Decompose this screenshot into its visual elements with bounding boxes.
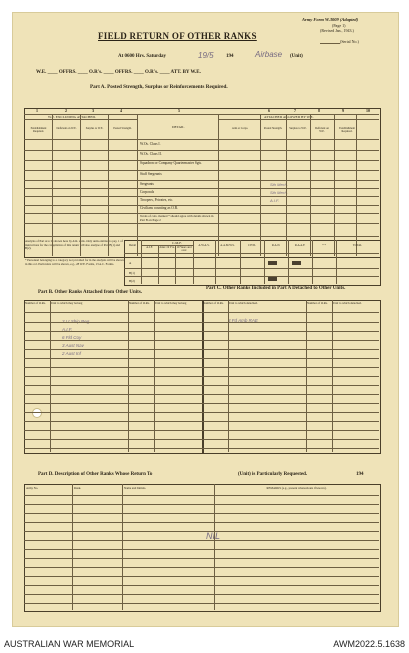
grid-line (24, 439, 379, 440)
archive-credit: AUSTRALIAN WAR MEMORIAL (4, 639, 135, 649)
detail-row-label: Squadron or Company Quartermaster Sgts. (140, 161, 202, 165)
column-number: 8 (318, 108, 320, 113)
grid-line (122, 484, 123, 610)
right-column-header: Deficient on W.E. (315, 127, 329, 134)
column-number: 2 (65, 108, 67, 113)
blocked-cell (268, 261, 277, 265)
part-d-title-2: (Unit) is Particularly Requested. (238, 472, 308, 477)
grid-line (24, 567, 379, 568)
right-header: ATTACHED ALLOWED BY W.E. (264, 115, 314, 119)
army-form-number: Army Form W.3009 (Adapted) (302, 17, 359, 22)
grid-line (24, 376, 379, 377)
column-number: 7 (294, 108, 296, 113)
part-c-title: Part C. Other Ranks Included in Part A Detached to Other Units. (206, 286, 346, 291)
grid-line (24, 504, 379, 505)
grid-line (260, 114, 261, 256)
blocked-cell (268, 277, 277, 281)
unit-name: Airbase (255, 50, 283, 59)
report-year: 194 (226, 54, 234, 59)
grid-line (24, 513, 379, 514)
archive-id: AWM2022.5.1638 (333, 639, 405, 649)
grid-line (24, 403, 379, 404)
grid-line (193, 240, 194, 284)
part-d-year: 194 (356, 472, 364, 477)
grid-line (137, 114, 138, 256)
grid-line (24, 385, 379, 386)
grid-line (24, 223, 379, 224)
grid-line (334, 114, 335, 256)
grid-line (24, 331, 379, 332)
grid-line (215, 240, 216, 284)
detail-row-label: Troopers, Privates, etc. (140, 198, 174, 202)
grid-line (52, 114, 53, 256)
column-number: 6 (268, 108, 270, 113)
grid-line (24, 430, 379, 431)
grid-line (24, 170, 379, 171)
column-number: 5 (178, 108, 180, 113)
analysis-column-header: TOTAL (352, 243, 363, 247)
grid-line (24, 150, 379, 151)
revised-date: (Revised Jan., 1943.) (320, 28, 354, 33)
grid-line (24, 236, 379, 237)
analysis-column-header: CIVIL (248, 243, 256, 247)
grid-line (264, 240, 265, 284)
detail-row-label: Civilians counting as O.R. (140, 206, 179, 210)
left-column-header: Establishment Required. (30, 127, 47, 134)
column-number: 3 (92, 108, 94, 113)
right-column-header: Arm or Corps. (231, 127, 249, 130)
unit-label: (Unit) (290, 54, 303, 59)
hand-entry: Sth Mech. (270, 182, 289, 187)
analysis-column-header: A.W.A.S. (198, 243, 210, 247)
cmf-label: C.M.F. (172, 241, 182, 245)
table-column-header: REMARKS (e.g., present whereabouts if known). (266, 486, 327, 490)
grid-line (24, 594, 379, 595)
part-a-title: Part A. Posted Strength, Surplus or Reinforcements Required. (90, 84, 228, 90)
grid-line (24, 349, 379, 350)
grid-line (24, 603, 379, 604)
analysis-column-header: 19 Years and over (176, 245, 192, 253)
grid-line (24, 585, 379, 586)
grid-line (24, 340, 379, 341)
report-date: 19/5 (198, 51, 214, 60)
table-column-header: Army No. (26, 486, 39, 490)
analysis-note: Analysis of Part A to be shown here by ALL units. Only units entitled to pay, 1 of instructions for the compilation of this return will also analyse of Part B(1) and B(2). (25, 239, 123, 251)
table-column-header: Unit to which detached. (229, 301, 258, 305)
analysis-column-header: A.I.F. (146, 245, 153, 249)
grid-line (24, 412, 379, 413)
form-title: FIELD RETURN OF OTHER RANKS (98, 31, 257, 41)
grid-line (24, 495, 379, 496)
grid-line (24, 312, 379, 313)
hand-entry: Sth Mech. (270, 190, 289, 195)
grid-line (336, 240, 337, 284)
table-column-header: Name and Initials. (124, 486, 147, 490)
detail-row-label: W.Os. Class II. (140, 152, 162, 156)
grid-line (312, 240, 313, 284)
grid-line (175, 245, 176, 284)
grid-line (24, 196, 379, 197)
grid-line (24, 522, 379, 523)
grid-line (288, 240, 289, 284)
table-column-header: Number of O.Rs. (25, 301, 46, 305)
grid-line (24, 180, 379, 181)
grid-line (72, 484, 73, 610)
analysis-row-label: B(2) (129, 279, 135, 283)
analysis-column-header: A.A.M.W.S. (220, 243, 235, 247)
grid-line (24, 421, 379, 422)
grid-line (108, 114, 109, 256)
grid-line (24, 540, 379, 541)
analysis-note-2: * Personnel belonging to a category not provided for in the analysis will be shown in this col. Particulars will be shown, e.g., 28 W.E. Forms, 13 A.C. Forms. (25, 258, 124, 266)
grid-line (24, 558, 379, 559)
column-number: 10 (366, 108, 370, 113)
grid-line (24, 188, 379, 189)
detail-row-label: Totals of cols. marked * should agree with details shown in Part B on Page 2 (140, 214, 214, 222)
analysis-column-header: Detail (128, 243, 137, 247)
part-d-title: Part D. Description of Other Ranks Whose Return To (38, 472, 153, 477)
table-column-header: Number of O.Rs. (203, 301, 224, 305)
detail-header: DETAIL (172, 125, 185, 129)
detail-row-label: Sergeants (140, 182, 154, 186)
left-column-header: Surplus to W.E. (85, 127, 104, 130)
blocked-cell (292, 261, 301, 265)
column-number: 9 (342, 108, 344, 113)
grid-line (24, 394, 379, 395)
grid-line (286, 114, 287, 256)
part-d-nil-entry: NIL (206, 531, 221, 541)
table-column-header: Rank. (74, 486, 82, 490)
part-b-title: Part B. Other Ranks Attached from Other Units. (38, 290, 143, 295)
grid-line (214, 484, 215, 610)
table-column-header: Number of O.Rs. (129, 301, 150, 305)
grid-line (240, 240, 241, 284)
analysis-column-header: Under 19 Yrs. (158, 245, 175, 249)
table-column-header: Unit to which detached. (333, 301, 362, 305)
report-time: At 0600 Hrs. Saturday (118, 54, 167, 59)
grid-line (24, 322, 379, 323)
left-column-header: Deficient on W.E. (56, 127, 77, 130)
grid-line (24, 549, 379, 550)
analysis-column-header: R.A.N. (271, 243, 281, 247)
left-column-header: Posted Strength. (113, 127, 132, 130)
detail-row-label: W.Os. Class I. (140, 142, 161, 146)
we-row: W.E. ____ OFFRS. ____ O.R's. ____ OFFRS. ____ O.R's. ____ ATT. BY W.E. (36, 70, 201, 75)
grid-line (218, 114, 219, 256)
page-number: (Page 1) (332, 23, 346, 28)
hand-entries-part-b: 3 Lt Ship Reg A.I.F. 6 Fld Coy 3 Aust Nav 2 Aust Inf (62, 319, 90, 356)
grid-line (141, 240, 142, 284)
grid-line (124, 253, 379, 254)
grid-line (158, 245, 159, 284)
table-column-header: Unit to which they belong (51, 301, 83, 305)
grid-line (24, 448, 379, 449)
grid-line (124, 268, 379, 269)
analysis-column-header: * * (322, 243, 326, 247)
grid-line (24, 576, 379, 577)
analysis-row-label: B(1) (129, 271, 135, 275)
detail-row-label: Corporals (140, 190, 155, 194)
right-column-header: Posted Strength. (263, 127, 283, 130)
right-column-header: Surplus to W.E. (289, 127, 307, 130)
right-column-header: Establishment Required. (339, 127, 355, 134)
analysis-column-header: R.A.A.F. (294, 243, 306, 247)
left-header: W.E. EXCLUDING ATTACHED. (48, 115, 96, 119)
serial-number-label: (Serial No.) (340, 39, 359, 44)
hand-entry: A.I.F. (270, 198, 280, 203)
grid-line (356, 114, 357, 256)
detail-row-label: Staff Sergeants (140, 172, 162, 176)
table-column-header: Number of O.Rs. (307, 301, 328, 305)
grid-line (124, 276, 379, 277)
grid-line (310, 114, 311, 256)
hand-entry-part-c: 3 Fd Amb RAE (228, 318, 258, 323)
grid-line (24, 367, 379, 368)
grid-line (24, 531, 379, 532)
column-number: 4 (120, 108, 122, 113)
grid-line (80, 114, 81, 256)
analysis-row-label: A (129, 261, 132, 265)
grid-line (141, 245, 193, 246)
column-number: 1 (36, 108, 38, 113)
grid-line (24, 358, 379, 359)
table-column-header: Unit to which they belong (155, 301, 187, 305)
